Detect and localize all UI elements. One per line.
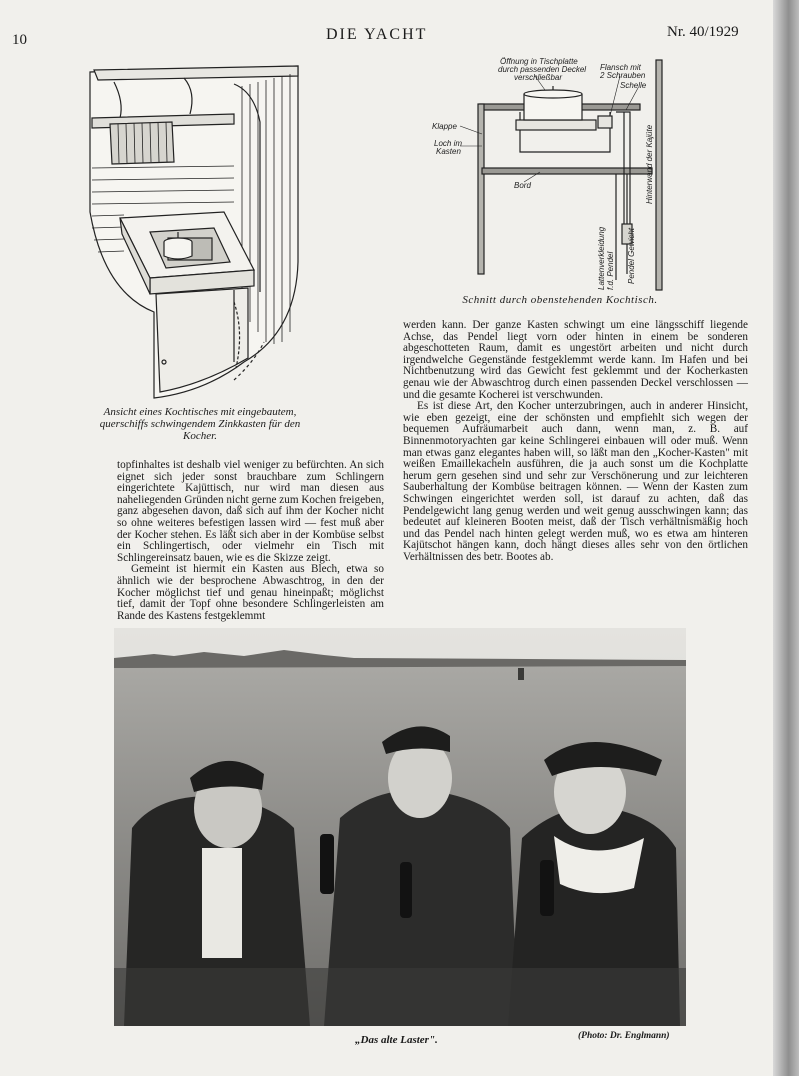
issue-number: Nr. 40/1929: [667, 24, 739, 40]
label-flap: Klappe: [432, 122, 457, 131]
label-pendulum: Pendel Gewicht: [627, 227, 636, 284]
paragraph: werden kann. Der ganze Kasten schwingt um eine längsschiff liegende Achse, das Pendel liegt vorn oder hinten in einem be sonderen abgeschotteten Raum, damit es ungestört arbeiten und nicht durch irgendwelche Gegenstände festgeklemmt werde kann. Im Hafen und bei Nichtbenutzung wird das Gewicht fest geklemmt und der Kocherkasten genau wie der Abwaschtrog durch einen passenden Deckel verschlossen — und die gesamte Kocherei ist verschwunden.: [403, 319, 748, 401]
label-board: Bord: [514, 181, 531, 190]
cooking-table-illustration: [84, 62, 306, 400]
photo-caption: „Das alte Laster".: [355, 1034, 438, 1046]
figure2-caption: Schnitt durch obenstehenden Kochtisch.: [462, 294, 658, 306]
cooking-table-section-diagram: [420, 54, 670, 294]
label-flange-1: Flansch mit: [600, 63, 641, 72]
sailors-photograph: [114, 628, 686, 1026]
paragraph: topfinhaltes ist deshalb viel weniger zu befürchten. An sich eignet sich jeder sonst brauchbare zum Schlingern eingerichtete Kajüttisch, nur wird man diesen aus naheliegenden Gründen nicht gerne zum Kochen freigeben, ganz abgesehen davon, daß sich auf ihm der Kocher nicht so ohne weiteres befestigen lassen wird — fest muß aber der Kocher stehen. Es läßt sich aber in der Kombüse selbst ein Schlingertisch, oder vielmehr ein Tisch mit Schlingereinsatz bauen, wie es die Skizze zeigt.: [117, 459, 384, 564]
photo-credit: (Photo: Dr. Englmann): [578, 1031, 670, 1041]
label-clamp: Schelle: [620, 81, 647, 90]
label-hole-2: Kasten: [436, 147, 461, 156]
label-flange-2: 2 Schrauben: [600, 71, 646, 80]
page-edge-shadow: [773, 0, 799, 1076]
label-lath-2: f.d. Pendel: [606, 251, 615, 290]
figure1-caption: Ansicht eines Kochtisches mit eingebautem, querschiffs schwingendem Zinkkasten für den Kocher.: [99, 406, 301, 442]
paragraph: Es ist diese Art, den Kocher unterzubringen, auch in anderer Hinsicht, wie eben gezeigt, eine der schönsten und empfiehlt sich wegen der bequemen Aufräumarbeit auch dann, wenn man, z. B. auf Binnenmotoryachten gar keine Schlingerei einbauen will oder muß. Wenn man etwas ganz elegantes haben will, so läßt man den „Kocher-Kasten" mit weißen Emaillekacheln ausführen, die ja auch sonst um die Kochplatte herum gern gesehen sind und sehr zur Verschönerung und zur leichteren Sauberhaltung der Kombüse beitragen können. — Wenn der Kasten zum Schwingen eingerichtet werden soll, ist darauf zu achten, daß das Pendelgewicht lang genug werden und weit genug ausschwingen kann; das bedeutet auf kleineren Booten meist, daß der Tisch verhältnismäßig hoch und das Pendel nach hinten gelegt werden muß, wo es etwa am hinteren Kajütschot hängen kann, doch hängt dieses alles sehr von den örtlichen Verhältnissen des betr. Bootes ab.: [403, 400, 748, 563]
label-opening-1: Öffnung in Tischplatte: [500, 57, 578, 66]
label-lath-1: Lattenverkleidung: [597, 226, 606, 290]
text-column-right: [403, 320, 748, 563]
label-opening-3: verschließbar: [514, 73, 563, 82]
label-hole-1: Loch im: [434, 139, 463, 148]
paragraph: Gemeint ist hiermit ein Kasten aus Blech, etwa so ähnlich wie der besprochene Abwaschtrog, in den der Kocher möglichst tief und genau hineinpaßt; möglichst tief, damit der Topf ohne besondere Schlingerleisten am Rande des Kastens festgeklemmt: [117, 563, 384, 622]
journal-title: DIE YACHT: [326, 26, 428, 43]
label-cabin-wall: Hinterwand der Kajüte: [645, 124, 654, 204]
label-opening-2: durch passenden Deckel: [498, 65, 587, 74]
page-number: 10: [12, 32, 27, 48]
page-header: [0, 24, 780, 48]
text-column-left: [117, 460, 384, 622]
